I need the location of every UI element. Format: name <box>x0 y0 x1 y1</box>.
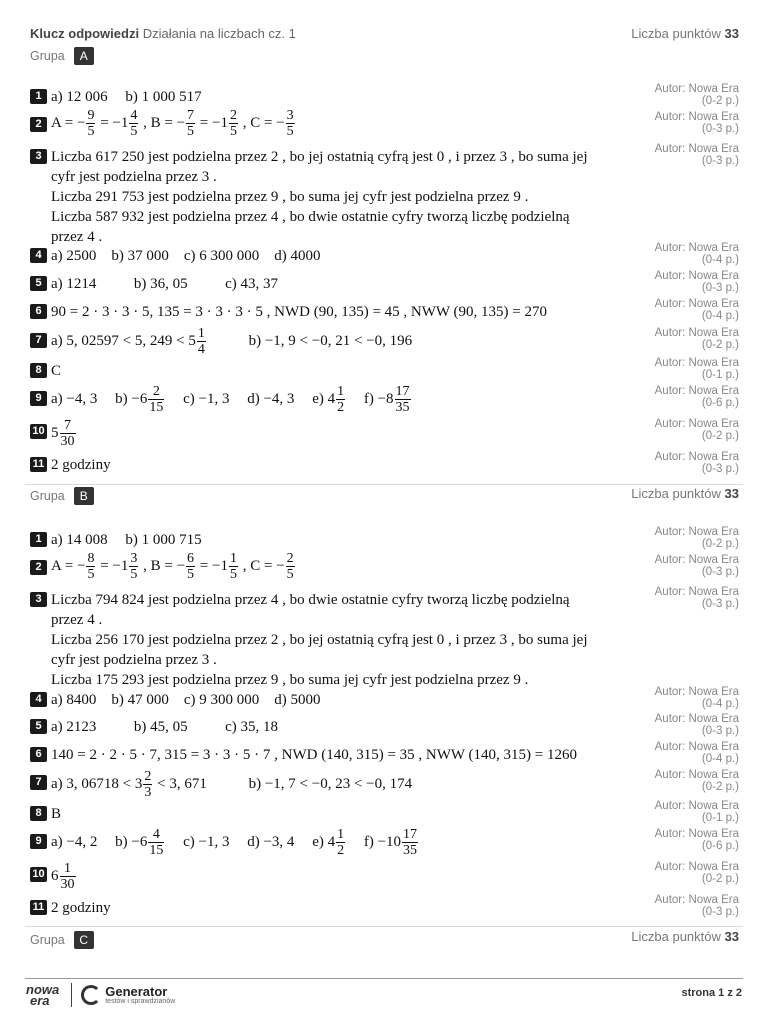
numerator: 9 <box>87 108 95 123</box>
answer-value: 1 000 715 <box>141 532 202 548</box>
total-points-a <box>631 26 739 41</box>
task-points: (0-1 p.) <box>701 369 739 381</box>
author-name: Autor: Nowa Era <box>654 357 739 369</box>
answer-text: − <box>176 557 186 574</box>
author-info <box>655 270 739 294</box>
answer-label: b) <box>125 89 138 105</box>
answer-text: , B = <box>143 557 173 574</box>
author-info <box>655 861 739 885</box>
author-name: Autor: Nowa Era <box>654 298 739 310</box>
task-points: (0-3 p.) <box>701 598 739 610</box>
answer-text: e) 4 <box>312 390 336 407</box>
answer: 2 godziny <box>51 900 111 916</box>
answer-line: Liczba 291 753 jest podzielna przez 9 , bo suma jej cyfr jest podzielna przez 9 . <box>51 189 529 205</box>
total-points-c <box>631 929 739 944</box>
denominator: 4 <box>197 342 205 357</box>
fraction <box>186 108 195 139</box>
answer <box>51 87 641 107</box>
task-points: (0-2 p.) <box>701 781 739 793</box>
task-number-badge: 5 <box>30 276 47 291</box>
answer-text: d) −3, 4 <box>247 833 295 850</box>
denominator: 5 <box>286 124 294 139</box>
numerator: 1 <box>197 326 205 341</box>
answer-text: f) −10 <box>363 833 402 850</box>
denominator: 30 <box>60 434 75 449</box>
numerator: 1 <box>229 551 237 566</box>
nowa-era-logo <box>26 984 59 1006</box>
answer: a) 1214 b) 36, 05 c) 43, 37 <box>51 276 279 292</box>
group-header-b <box>30 487 94 505</box>
section-divider <box>25 926 743 927</box>
task-number-badge: 9 <box>30 834 47 849</box>
author-info <box>655 327 739 351</box>
denominator: 5 <box>187 124 195 139</box>
denominator: 30 <box>60 877 75 892</box>
task-number-badge: 11 <box>30 457 47 472</box>
answer-text: a) 3, 06718 < 3 <box>51 775 143 792</box>
task-number-badge: 2 <box>30 560 47 575</box>
points-value: 33 <box>724 929 739 944</box>
author-name: Autor: Nowa Era <box>654 83 739 95</box>
answer-text: A = <box>51 557 74 574</box>
author-info <box>655 894 739 918</box>
answer-line: Liczba 175 293 jest podzielna przez 9 , bo suma jej cyfr jest podzielna przez 9 . <box>51 672 529 688</box>
numerator: 6 <box>187 551 195 566</box>
answer-text: A = <box>51 114 74 131</box>
numerator: 4 <box>130 108 138 123</box>
task-points: (0-3 p.) <box>701 155 739 167</box>
answer-line: Liczba 617 250 jest podzielna przez 2 , bo jej ostatnią cyfrą jest 0 , i przez 3 , bo suma jej <box>51 149 588 165</box>
author-name: Autor: Nowa Era <box>654 418 739 430</box>
answer-text: , C = <box>242 114 273 131</box>
task-points: (0-4 p.) <box>701 753 739 765</box>
author-info <box>655 686 739 710</box>
group-badge: A <box>74 47 94 65</box>
generator-name: Generator <box>105 983 168 999</box>
author-info <box>655 526 739 550</box>
points-label: Liczba punktów <box>631 26 721 41</box>
answer-text: 6 <box>51 867 59 884</box>
fraction <box>86 551 95 582</box>
author-info <box>655 554 739 578</box>
answer <box>51 551 641 582</box>
answer-text: − <box>276 557 285 574</box>
answer: a) 2500 b) 37 000 c) 6 300 000 d) 4000 <box>51 248 321 264</box>
answer: a) 2123 b) 45, 05 c) 35, 18 <box>51 719 279 735</box>
logo-text: nowa <box>26 982 60 997</box>
denominator: 5 <box>229 567 237 582</box>
answer-text: c) −1, 3 <box>183 833 230 850</box>
answer <box>51 326 641 357</box>
author-name: Autor: Nowa Era <box>654 327 739 339</box>
answer-label: a) <box>51 532 63 548</box>
task-points: (0-4 p.) <box>701 254 739 266</box>
task-points: (0-3 p.) <box>701 725 739 737</box>
answer: 140 = 2 · 2 · 5 · 7, 315 = 3 · 3 · 5 · 7 , NWD (140, 315) = 35 , NWW (140, 315) = 1260 <box>51 747 577 763</box>
task-points: (0-3 p.) <box>701 123 739 135</box>
fraction <box>86 108 95 139</box>
denominator: 5 <box>130 567 138 582</box>
generator-subtitle: testów i sprawdzianów <box>105 997 176 1005</box>
answer-text: − <box>176 114 186 131</box>
task-points: (0-3 p.) <box>701 463 739 475</box>
fraction <box>402 827 418 858</box>
answer-value: 12 006 <box>66 89 108 105</box>
answer-text: < 3, 671 <box>157 775 207 792</box>
generator-g-icon <box>81 985 101 1005</box>
answer-text: c) −1, 3 <box>183 390 230 407</box>
fraction <box>336 384 345 415</box>
denominator: 35 <box>403 843 418 858</box>
answer-text: = −1 <box>199 557 228 574</box>
group-label: Grupa <box>30 49 65 63</box>
author-name: Autor: Nowa Era <box>654 586 739 598</box>
task-number-badge: 4 <box>30 692 47 707</box>
answer <box>51 530 641 550</box>
task-number-badge: 6 <box>30 747 47 762</box>
answer <box>51 108 641 139</box>
group-badge: C <box>74 931 94 949</box>
denominator: 2 <box>337 843 345 858</box>
numerator: 17 <box>403 827 418 842</box>
group-badge: B <box>74 487 94 505</box>
author-name: Autor: Nowa Era <box>654 800 739 812</box>
fraction <box>129 108 138 139</box>
author-info <box>655 242 739 266</box>
task-number-badge: 1 <box>30 532 47 547</box>
task-number-badge: 8 <box>30 806 47 821</box>
denominator: 5 <box>229 124 237 139</box>
author-name: Autor: Nowa Era <box>654 385 739 397</box>
answer-line: Liczba 587 932 jest podzielna przez 4 , bo dwie ostatnie cyfry tworzą liczbę podzielną <box>51 209 570 225</box>
author-info <box>655 741 739 765</box>
answer-text: , C = <box>242 557 273 574</box>
task-points: (0-2 p.) <box>701 430 739 442</box>
task-number-badge: 10 <box>30 424 47 439</box>
answer-text: d) −4, 3 <box>247 390 295 407</box>
task-points: (0-2 p.) <box>701 538 739 550</box>
author-info <box>655 298 739 322</box>
numerator: 7 <box>187 108 195 123</box>
author-info <box>655 83 739 107</box>
author-name: Autor: Nowa Era <box>654 242 739 254</box>
answer: 2 godziny <box>51 457 111 473</box>
task-points: (0-1 p.) <box>701 812 739 824</box>
task-points: (0-3 p.) <box>701 282 739 294</box>
author-name: Autor: Nowa Era <box>654 686 739 698</box>
author-info <box>655 828 739 852</box>
document-title-rest: Działania na liczbach cz. 1 <box>142 26 296 41</box>
fraction <box>143 769 152 800</box>
author-info <box>655 357 739 381</box>
author-name: Autor: Nowa Era <box>654 143 739 155</box>
answer-value: 1 000 517 <box>141 89 202 105</box>
answer-text: = −1 <box>100 557 129 574</box>
points-value: 33 <box>724 26 739 41</box>
task-points: (0-2 p.) <box>701 339 739 351</box>
answer: C <box>51 363 62 379</box>
group-header-a <box>30 47 94 65</box>
numerator: 7 <box>60 418 76 434</box>
numerator: 3 <box>286 108 294 123</box>
answer-text: b) −1, 9 < −0, 21 < −0, 196 <box>248 332 413 349</box>
fraction <box>336 827 345 858</box>
author-name: Autor: Nowa Era <box>654 554 739 566</box>
author-name: Autor: Nowa Era <box>654 894 739 906</box>
document-title-bold: Klucz odpowiedzi <box>30 26 140 41</box>
author-name: Autor: Nowa Era <box>654 270 739 282</box>
section-divider <box>25 484 743 485</box>
author-info <box>655 769 739 793</box>
denominator: 5 <box>87 124 95 139</box>
answer: a) 8400 b) 47 000 c) 9 300 000 d) 5000 <box>51 692 321 708</box>
points-label: Liczba punktów <box>631 486 721 501</box>
task-number-badge: 2 <box>30 117 47 132</box>
numerator: 8 <box>87 551 95 566</box>
answer <box>51 827 641 858</box>
answer <box>51 590 641 690</box>
fraction <box>60 861 76 892</box>
author-info <box>655 800 739 824</box>
denominator: 2 <box>337 400 345 415</box>
fraction <box>229 551 238 582</box>
fraction <box>286 551 295 582</box>
answer-line: Liczba 794 824 jest podzielna przez 4 , bo dwie ostatnie cyfry tworzą liczbę podzielną <box>51 592 570 608</box>
answer-text: 5 <box>51 424 59 441</box>
page-number: strona 1 z 2 <box>681 987 742 999</box>
fraction <box>395 384 411 415</box>
task-points: (0-2 p.) <box>701 95 739 107</box>
footer-logos <box>26 983 175 1007</box>
author-name: Autor: Nowa Era <box>654 713 739 725</box>
answer-text: a) −4, 2 <box>51 833 98 850</box>
answer-text: a) 5, 02597 < 5, 249 < 5 <box>51 332 196 349</box>
fraction <box>197 326 206 357</box>
answer <box>51 418 641 449</box>
group-header-c <box>30 931 94 949</box>
task-number-badge: 11 <box>30 900 47 915</box>
answer: 90 = 2 · 3 · 3 · 5, 135 = 3 · 3 · 3 · 5 , NWD (90, 135) = 45 , NWW (90, 135) = 270 <box>51 304 547 320</box>
numerator: 2 <box>148 384 164 400</box>
denominator: 15 <box>149 400 164 415</box>
numerator: 3 <box>130 551 138 566</box>
points-label: Liczba punktów <box>631 929 721 944</box>
numerator: 17 <box>395 384 410 399</box>
group-label: Grupa <box>30 489 65 503</box>
author-name: Autor: Nowa Era <box>654 111 739 123</box>
numerator: 2 <box>144 769 152 784</box>
answer-text: − <box>76 114 86 131</box>
task-number-badge: 9 <box>30 391 47 406</box>
denominator: 5 <box>187 567 195 582</box>
task-number-badge: 5 <box>30 719 47 734</box>
fraction <box>286 108 295 139</box>
answer-line: przez 4 . <box>51 229 103 245</box>
fraction <box>60 418 76 449</box>
answer-line: Liczba 256 170 jest podzielna przez 2 , bo jej ostatnią cyfrą jest 0 , i przez 3 , bo suma jej <box>51 632 588 648</box>
answer-text: a) −4, 3 <box>51 390 98 407</box>
task-number-badge: 7 <box>30 333 47 348</box>
author-name: Autor: Nowa Era <box>654 861 739 873</box>
task-points: (0-2 p.) <box>701 873 739 885</box>
task-number-badge: 8 <box>30 363 47 378</box>
answer <box>51 861 641 892</box>
answer-text: f) −8 <box>363 390 394 407</box>
answer-text: b) −6 <box>115 833 148 850</box>
task-points: (0-3 p.) <box>701 566 739 578</box>
denominator: 5 <box>286 567 294 582</box>
answer-text: b) −6 <box>115 390 148 407</box>
author-name: Autor: Nowa Era <box>654 828 739 840</box>
author-name: Autor: Nowa Era <box>654 526 739 538</box>
denominator: 3 <box>144 785 152 800</box>
footer-divider <box>25 978 743 979</box>
task-number-badge: 4 <box>30 248 47 263</box>
author-info <box>655 451 739 475</box>
numerator: 2 <box>286 551 294 566</box>
author-name: Autor: Nowa Era <box>654 451 739 463</box>
fraction <box>129 551 138 582</box>
task-number-badge: 6 <box>30 304 47 319</box>
task-points: (0-3 p.) <box>701 906 739 918</box>
task-number-badge: 3 <box>30 592 47 607</box>
task-number-badge: 10 <box>30 867 47 882</box>
answer: B <box>51 806 62 822</box>
fraction <box>148 384 164 415</box>
denominator: 5 <box>87 567 95 582</box>
author-info <box>655 385 739 409</box>
denominator: 35 <box>395 400 410 415</box>
points-value: 33 <box>724 486 739 501</box>
task-points: (0-6 p.) <box>701 840 739 852</box>
answer-line: cyfr jest podzielna przez 3 . <box>51 169 217 185</box>
logo-text: era <box>30 993 50 1008</box>
task-points: (0-6 p.) <box>701 397 739 409</box>
answer-text: − <box>276 114 285 131</box>
denominator: 15 <box>149 843 164 858</box>
total-points-b <box>631 486 739 501</box>
task-number-badge: 3 <box>30 149 47 164</box>
logo-separator <box>71 983 72 1007</box>
author-name: Autor: Nowa Era <box>654 741 739 753</box>
answer <box>51 384 641 415</box>
task-points: (0-4 p.) <box>701 698 739 710</box>
numerator: 2 <box>229 108 237 123</box>
fraction <box>186 551 195 582</box>
task-points: (0-4 p.) <box>701 310 739 322</box>
fraction <box>148 827 164 858</box>
answer-text: e) 4 <box>312 833 336 850</box>
generator-logo <box>105 985 175 1006</box>
numerator: 1 <box>60 861 76 877</box>
author-info <box>655 111 739 135</box>
author-info <box>655 713 739 737</box>
task-number-badge: 1 <box>30 89 47 104</box>
answer-value: 14 008 <box>66 532 108 548</box>
task-number-badge: 7 <box>30 775 47 790</box>
answer <box>51 769 641 800</box>
numerator: 1 <box>337 827 345 842</box>
author-info <box>655 586 739 610</box>
author-info <box>655 418 739 442</box>
answer-label: b) <box>125 532 138 548</box>
fraction <box>229 108 238 139</box>
answer-text: = −1 <box>199 114 228 131</box>
numerator: 1 <box>337 384 345 399</box>
numerator: 4 <box>148 827 164 843</box>
author-info <box>655 143 739 167</box>
document-title <box>30 26 296 41</box>
answer-text: − <box>76 557 86 574</box>
denominator: 5 <box>130 124 138 139</box>
answer-text: , B = <box>143 114 173 131</box>
answer-label: a) <box>51 89 63 105</box>
author-name: Autor: Nowa Era <box>654 769 739 781</box>
answer-line: cyfr jest podzielna przez 3 . <box>51 652 217 668</box>
answer <box>51 147 641 247</box>
answer-text: = −1 <box>100 114 129 131</box>
answer-text: b) −1, 7 < −0, 23 < −0, 174 <box>248 775 413 792</box>
group-label: Grupa <box>30 933 65 947</box>
answer-line: przez 4 . <box>51 612 103 628</box>
